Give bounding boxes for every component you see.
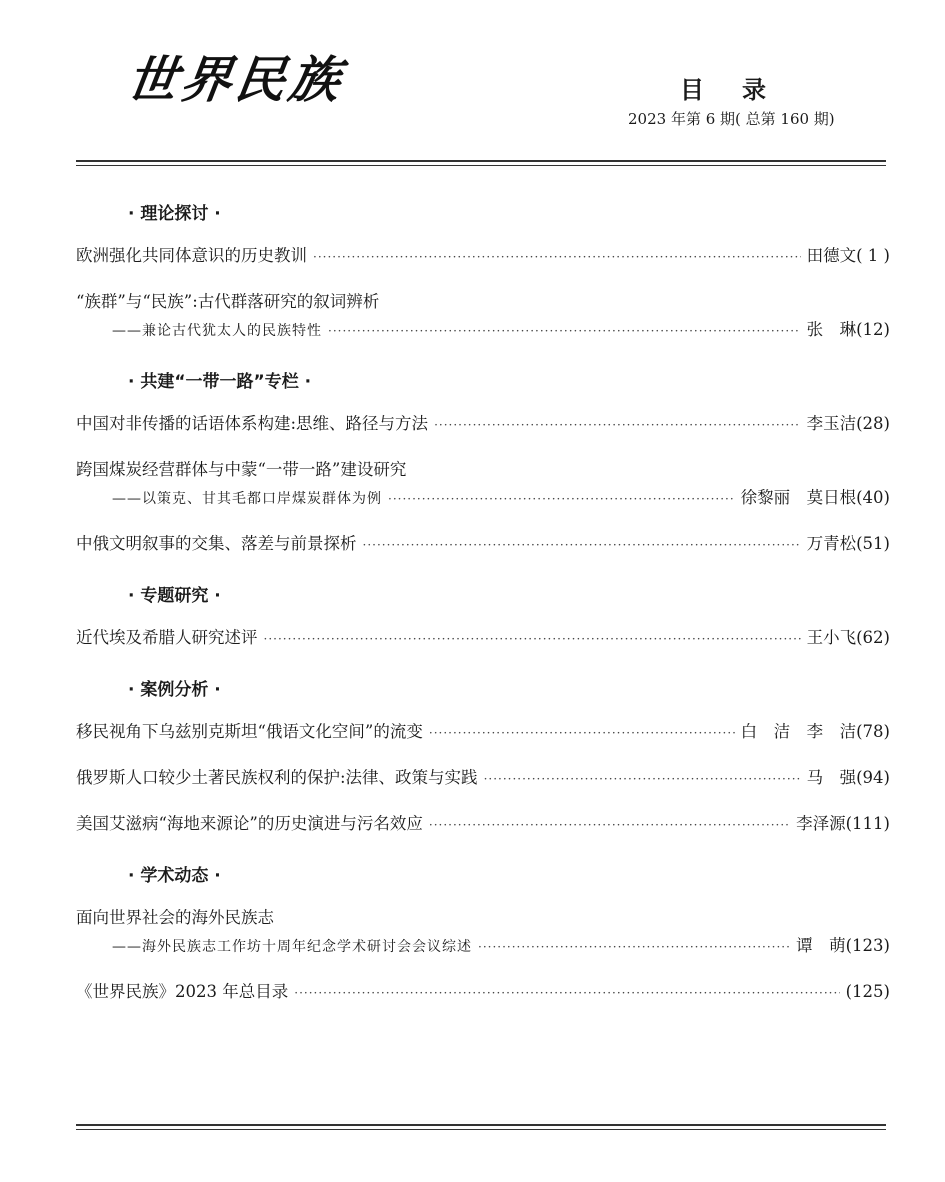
toc-entry[interactable] [76,718,890,746]
dot-leader [294,979,839,1007]
entry-title: 近代埃及希腊人研究述评 [76,628,258,647]
section-heading: · 共建“一带一路”专栏 · [128,372,312,392]
entry-page: (51) [856,534,890,553]
entry-page: (125) [845,982,890,1001]
entry-author: 白 洁 李 洁 [740,722,857,741]
dot-leader [264,625,801,653]
entry-page: ( 1 ) [856,246,890,265]
entry-title: “族群”与“民族”:古代群落研究的叙词辨析 [76,292,380,311]
entry-author: 万青松 [806,534,857,553]
journal-logo: 世界民族 [123,50,348,109]
section-heading: · 专题研究 · [128,586,221,606]
entry-author: 谭 萌 [796,936,846,955]
toc-entry[interactable] [76,456,890,484]
dot-leader [434,411,801,439]
toc-entry-subtitle[interactable] [76,484,890,512]
toc-entry[interactable] [76,904,890,932]
entry-page: (78) [856,722,890,741]
toc-title: 目录 [680,76,804,104]
entry-page: (28) [856,414,890,433]
entry-author: 李玉洁 [806,414,857,433]
toc-entry-subtitle[interactable] [76,316,890,344]
entry-title: 中俄文明叙事的交集、落差与前景探析 [76,534,357,553]
dot-leader [478,933,790,961]
toc-entry[interactable] [76,810,890,838]
entry-page: (12) [856,320,890,339]
entry-title: 跨国煤炭经营群体与中蒙“一带一路”建设研究 [76,460,407,479]
toc-entry[interactable] [76,530,890,558]
entry-title: 中国对非传播的话语体系构建:思维、路径与方法 [76,414,429,433]
entry-title: 《世界民族》2023 年总目录 [76,982,289,1001]
entry-page: (40) [856,488,890,507]
dot-leader [429,811,790,839]
dot-leader [388,485,735,513]
entry-author: 王小飞 [806,628,857,647]
entry-subtitle: ——以策克、甘其毛都口岸煤炭群体为例 [112,491,382,507]
dot-leader [484,765,801,793]
section-heading: · 理论探讨 · [128,204,221,224]
dot-leader [429,719,735,747]
toc-entry[interactable] [76,624,890,652]
dot-leader [328,317,801,345]
toc-entry[interactable] [76,410,890,438]
entry-subtitle: ——海外民族志工作坊十周年纪念学术研讨会会议综述 [112,939,472,955]
entry-title: 面向世界社会的海外民族志 [76,908,274,927]
dot-leader [313,243,801,271]
entry-author: 李泽源 [796,814,846,833]
section-heading: · 学术动态 · [128,866,221,886]
section-heading: · 案例分析 · [128,680,221,700]
entry-title: 移民视角下乌兹别克斯坦“俄语文化空间”的流变 [76,722,423,741]
bottom-divider [76,1124,886,1130]
top-divider [76,160,886,166]
entry-page: (123) [845,936,890,955]
toc-entry[interactable] [76,764,890,792]
entry-page: (62) [856,628,890,647]
entry-page: (111) [845,814,890,833]
entry-author: 马 强 [806,768,857,787]
entry-title: 欧洲强化共同体意识的历史教训 [76,246,307,265]
entry-subtitle: ——兼论古代犹太人的民族特性 [112,323,322,339]
toc-entry[interactable] [76,242,890,270]
issue-info: 2023 年第 6 期( 总第 160 期) [628,110,835,128]
entry-page: (94) [856,768,890,787]
dot-leader [363,531,801,559]
entry-title: 俄罗斯人口较少土著民族权利的保护:法律、政策与实践 [76,768,478,787]
toc-entry-subtitle[interactable] [76,932,890,960]
toc-entry[interactable] [76,978,890,1006]
table-of-contents [76,200,890,1006]
toc-entry[interactable] [76,288,890,316]
entry-author: 田德文 [806,246,857,265]
entry-title: 美国艾滋病“海地来源论”的历史演进与污名效应 [76,814,423,833]
entry-author: 张 琳 [806,320,857,339]
entry-author: 徐黎丽 莫日根 [740,488,857,507]
